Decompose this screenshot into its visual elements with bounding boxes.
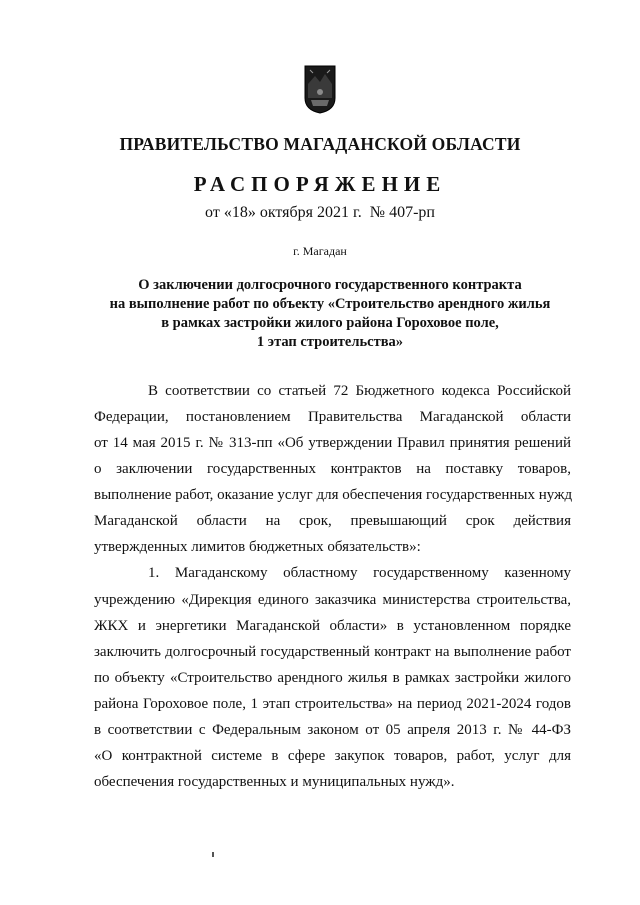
body-line: обеспечения государственных и муниципальных нужд».	[94, 774, 455, 790]
body-line: 1. Магаданскому областному государственному казенному	[148, 565, 571, 581]
body-line: «О контрактной системе в сфере закупок товаров, работ, услуг для	[94, 748, 571, 764]
body-line: района Гороховое поле, 1 этап строительства» на период 2021-2024 годов	[94, 696, 571, 712]
coat-of-arms-icon	[303, 64, 337, 114]
body-line: Магаданской области на срок, превышающий срок действия	[94, 513, 571, 529]
subject-line: О заключении долгосрочного государственного контракта	[138, 277, 522, 293]
government-name: ПРАВИТЕЛЬСТВО МАГАДАНСКОЙ ОБЛАСТИ	[119, 134, 521, 154]
body-line: от 14 мая 2015 г. № 313-пп «Об утверждении Правил принятия решений	[94, 435, 571, 451]
document-date: от «18» октября 2021 г.	[205, 204, 362, 221]
document-place: г. Магадан	[293, 244, 347, 258]
body-line: утвержденных лимитов бюджетных обязательств»:	[94, 539, 421, 555]
subject-line: на выполнение работ по объекту «Строительство арендного жилья	[109, 296, 551, 312]
body-line: ЖКХ и энергетики Магаданской области» в установленном порядке	[94, 618, 571, 634]
body-line: выполнение работ, оказание услуг для обеспечения государственных нужд	[94, 487, 573, 503]
body-line: в соответствии с Федеральным законом от 05 апреля 2013 г. № 44-ФЗ	[94, 722, 571, 738]
body-line: учреждению «Дирекция единого заказчика министерства строительства,	[94, 592, 571, 608]
body-line: заключить долгосрочный государственный контракт на выполнение работ	[94, 644, 571, 660]
body-line: В соответствии со статьей 72 Бюджетного кодекса Российской	[148, 383, 571, 399]
scan-speck	[212, 852, 214, 857]
body-line: о заключении государственных контрактов на поставку товаров,	[94, 461, 571, 477]
body-line: Федерации, постановлением Правительства Магаданской области	[94, 409, 571, 425]
subject-line: в рамках застройки жилого района Гороховое поле,	[161, 315, 499, 331]
document-subject	[60, 276, 600, 352]
subject-line: 1 этап строительства»	[256, 334, 404, 350]
document-date-number	[0, 204, 640, 222]
document-number: № 407-рп	[369, 204, 435, 221]
document-type: РАСПОРЯЖЕНИЕ	[193, 172, 447, 196]
body-line: по объекту «Строительство арендного жилья в рамках застройки жилого	[94, 670, 571, 686]
